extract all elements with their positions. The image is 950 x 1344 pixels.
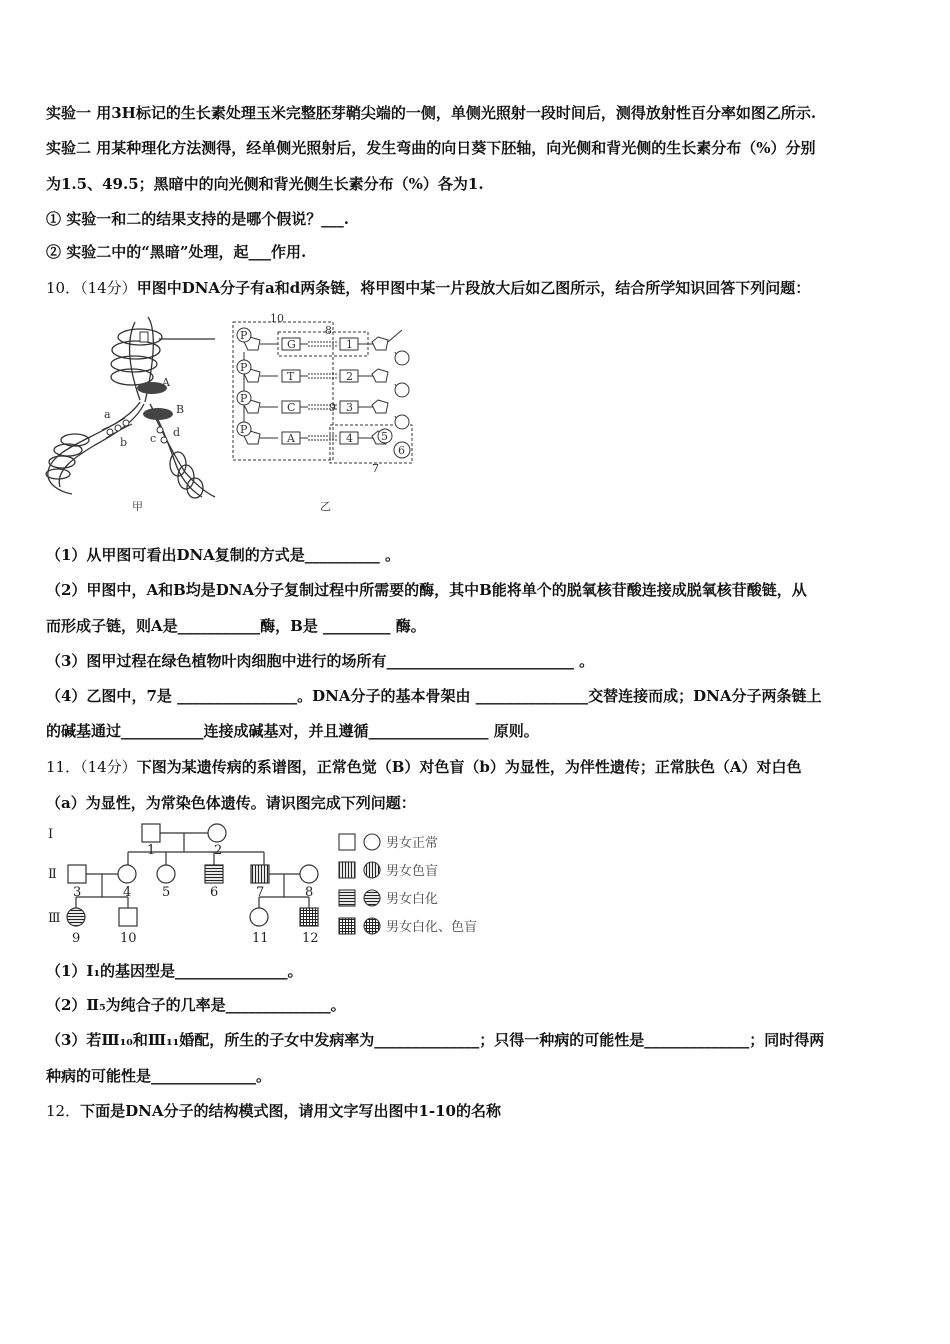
jia-label-a: a: [104, 408, 111, 421]
gen-III-label: Ⅲ: [48, 911, 61, 926]
yi-phosphate-2: P: [240, 361, 248, 374]
yi-marker-8: 8: [325, 324, 332, 337]
q12-number: 12．: [46, 1102, 81, 1120]
ped-id-9: 9: [72, 931, 81, 946]
yi-base-G: G: [287, 338, 296, 351]
yi-base-C: C: [287, 401, 296, 414]
jia-label-A: A: [162, 376, 170, 389]
pedigree-chart: [44, 822, 514, 952]
ped-id-7: 7: [256, 885, 265, 900]
yi-caption: 乙: [320, 500, 331, 513]
q11-stem-1: 下图为某遗传病的系谱图，正常色觉（B）对色盲（b）为显性，为伴性遗传；正常肤色（A）对白色: [136, 758, 802, 776]
yi-marker-6: 6: [398, 444, 405, 457]
gen-II-label: Ⅱ: [48, 867, 57, 882]
intro-question-1: ① 实验一和二的结果支持的是哪个假说？___.: [46, 210, 349, 228]
yi-phosphate-4: P: [240, 423, 248, 436]
yi-marker-10: 10: [270, 312, 284, 325]
intro-line-3: 为1.5、49.5；黑暗中的向光侧和背光侧生长素分布（%）各为1.: [46, 175, 484, 193]
q10-part-4b: 的碱基通过___________连接成碱基对，并且遵循________________ 原则。: [46, 722, 539, 740]
yi-marker-5: 5: [381, 430, 388, 443]
q11-part-3a: （3）若Ⅲ₁₀和Ⅲ₁₁婚配，所生的子女中发病率为______________；只得一种病的可能性是______________；同时得两: [46, 1031, 825, 1049]
q11-part-3b: 种病的可能性是______________。: [46, 1067, 272, 1085]
q10-part-2b: 而形成子链，则A是___________酶，B是 _________ 酶。: [46, 617, 426, 635]
yi-phosphate-1: P: [240, 329, 248, 342]
yi-base-1: 1: [346, 338, 353, 351]
legend-albino: 男女白化: [386, 892, 439, 907]
yi-marker-7: 7: [372, 462, 379, 475]
q10-header: [46, 278, 810, 298]
ped-id-4: 4: [123, 885, 132, 900]
ped-id-1: 1: [147, 843, 156, 858]
legend-normal: 男女正常: [386, 836, 439, 851]
ped-id-8: 8: [305, 885, 314, 900]
jia-label-d: d: [173, 426, 181, 439]
figure-jia: [40, 312, 230, 517]
intro-question-2: ② 实验二中的“黑暗”处理，起___作用.: [46, 243, 307, 261]
ped-id-12: 12: [302, 931, 319, 946]
q10-part-4a: （4）乙图中，7是 ________________。DNA分子的基本骨架由 _______________交替连接而成；DNA分子两条链上: [46, 687, 822, 705]
legend-albino-colorblind: 男女白化、色盲: [386, 920, 478, 935]
q10-part-2a: （2）甲图中，A和B均是DNA分子复制过程中所需要的酶，其中B能将单个的脱氧核苷酸连接成脱氧核苷酸链，从: [46, 581, 807, 599]
ped-id-5: 5: [162, 885, 171, 900]
yi-marker-9: 9: [329, 401, 336, 414]
jia-label-b: b: [120, 436, 128, 449]
yi-base-4: 4: [346, 432, 353, 445]
intro-line-2: 实验二 用某种理化方法测得，经单侧光照射后，发生弯曲的向日葵下胚轴，向光侧和背光侧的生长素分布（%）分别: [46, 139, 816, 157]
q12-header: [46, 1101, 501, 1121]
yi-base-3: 3: [346, 401, 353, 414]
q11-part-1: （1）Ⅰ₁的基因型是_______________。: [46, 962, 303, 980]
q10-part-3: （3）图甲过程在绿色植物叶肉细胞中进行的场所有_________________________ 。: [46, 652, 595, 670]
q12-stem: 下面是DNA分子的结构模式图，请用文字写出图中1-10的名称: [80, 1102, 501, 1120]
q10-part-1: （1）从甲图可看出DNA复制的方式是__________ 。: [46, 546, 401, 564]
yi-base-A: A: [287, 432, 295, 445]
legend-colorblind: 男女色盲: [386, 864, 439, 879]
ped-id-2: 2: [214, 843, 223, 858]
jia-caption: 甲: [132, 500, 143, 513]
ped-id-6: 6: [210, 885, 219, 900]
ped-id-3: 3: [73, 885, 82, 900]
q11-header: [46, 757, 802, 777]
yi-base-T: T: [287, 370, 295, 383]
jia-label-B: B: [176, 403, 185, 416]
intro-line-1: 实验一 用3H标记的生长素处理玉米完整胚芽鞘尖端的一侧，单侧光照射一段时间后，测得放射性百分率如图乙所示.: [46, 104, 817, 122]
q10-number: 10．（14分）: [46, 279, 137, 297]
gen-I-label: Ⅰ: [48, 827, 54, 842]
q10-stem: 甲图中DNA分子有a和d两条链，将甲图中某一片段放大后如乙图所示，结合所学知识回答下列问题：: [136, 279, 811, 297]
figure-yi: [230, 312, 420, 517]
yi-phosphate-3: P: [240, 392, 248, 405]
q11-number: 11．（14分）: [46, 758, 137, 776]
q11-part-2: （2）Ⅱ₅为纯合子的几率是______________。: [46, 996, 346, 1014]
jia-label-c: c: [150, 432, 157, 445]
yi-base-2: 2: [346, 370, 353, 383]
ped-id-10: 10: [120, 931, 137, 946]
ped-id-11: 11: [252, 931, 269, 946]
q11-stem-2: （a）为显性，为常染色体遗传。请识图完成下列问题：: [46, 794, 416, 812]
